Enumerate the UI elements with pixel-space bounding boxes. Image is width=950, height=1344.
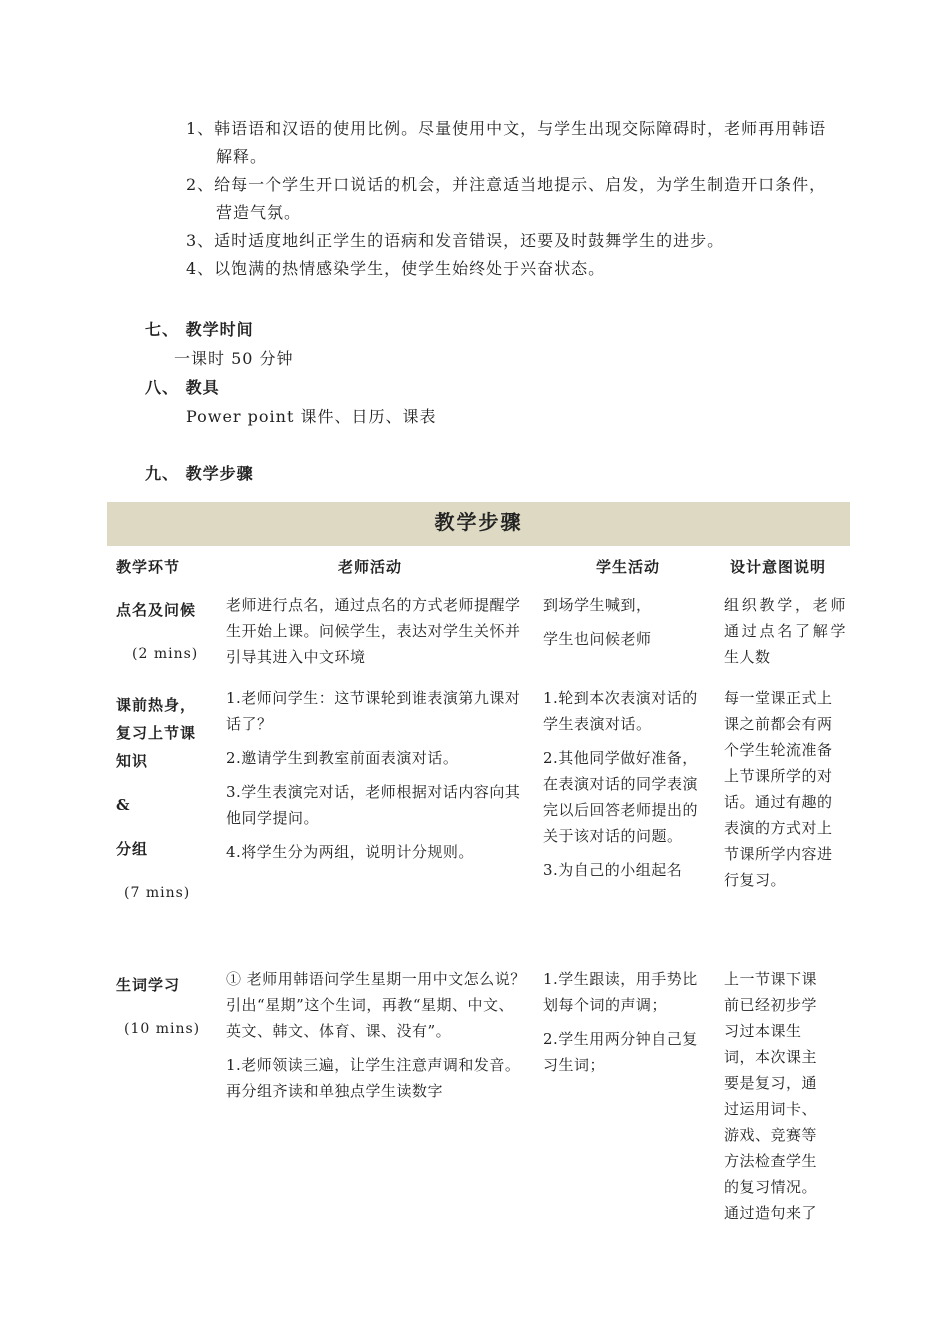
teacher-activity-row2 [226,685,526,873]
teacher-activity-row1 [226,592,526,678]
section-heading-time: 七、 教学时间 [145,320,254,339]
stage-time: (2 mins) [132,646,199,662]
stage-warmup [116,691,196,907]
section-body-tools: Power point 课件、日历、课表 [186,407,437,426]
table-title: 教学步骤 [107,502,850,546]
stage-vocabulary [116,971,200,1043]
stage-label: 生词学习 [116,976,181,994]
paragraph: 2.其他同学做好准备，在表演对话的同学表演完以后回答老师提出的关于该对话的问题。 [543,749,699,845]
stage-label: 分组 [116,840,149,858]
section-heading-tools: 八、 教具 [145,378,220,397]
guideline-list [186,115,836,283]
paragraph: 2.邀请学生到教室前面表演对话。 [226,749,459,767]
column-header-student: 学生活动 [596,558,661,576]
column-header-teacher: 老师活动 [338,558,403,576]
intent-row3: 上一节课下课前已经初步学习过本课生词，本次课主要是复习，通过运用词卡、游戏、竞赛等方法检查学生的复习情况。通过造句来了 [724,970,818,1222]
stage-label: 复习上节课 [116,724,197,742]
student-activity-row1 [543,592,703,660]
paragraph: 1.老师领读三遍，让学生注意声调和发音。再分组齐读和单独点学生读数字 [226,1056,521,1100]
paragraph: 2.学生用两分钟自己复习生词； [543,1030,698,1074]
section-body-time: 一课时 50 分钟 [174,349,294,368]
paragraph: 1.老师问学生：这节课轮到谁表演第九课对话了？ [226,689,521,733]
paragraph: ① 老师用韩语问学生星期一用中文怎么说？引出“星期”这个生词，再教“星期、中文、英文、韩文、体育、课、没有”。 [226,970,526,1040]
intent-row2: 每一堂课正式上课之前都会有两个学生轮流准备上节课所学的对话。通过有趣的表演的方式对上节课所学内容进行复习。 [724,689,833,889]
paragraph: 4.将学生分为两组，说明计分规则。 [226,843,474,861]
paragraph: 3.为自己的小组起名 [543,861,683,879]
list-item: 1、韩语语和汉语的使用比例。尽量使用中文，与学生出现交际障碍时，老师再用韩语解释。 [186,119,827,166]
stage-label: & [116,796,131,814]
paragraph: 老师进行点名，通过点名的方式老师提醒学生开始上课。问候学生，表达对学生关怀并引导其进入中文环境 [226,596,521,666]
paragraph: 1.学生跟读，用手势比划每个词的声调； [543,970,698,1014]
intent-row1: 组织教学，老师通过点名了解学生人数 [724,596,846,666]
student-activity-row3 [543,966,703,1086]
list-item: 2、给每一个学生开口说话的机会，并注意适当地提示、启发，为学生制造开口条件，营造气氛。 [186,175,827,222]
list-item: 4、以饱满的热情感染学生，使学生始终处于兴奋状态。 [186,259,606,278]
column-header-stage: 教学环节 [116,558,181,576]
stage-label: 点名及问候 [116,601,197,619]
list-item: 3、适时适度地纠正学生的语病和发音错误，还要及时鼓舞学生的进步。 [186,231,725,250]
student-activity-row2 [543,685,703,891]
paragraph: 3.学生表演完对话，老师根据对话内容向其他同学提问。 [226,783,521,827]
stage-roll-call [116,596,198,668]
paragraph: 学生也问候老师 [543,630,652,648]
teacher-activity-row3 [226,966,526,1112]
column-header-intent: 设计意图说明 [730,558,827,576]
stage-label: 知识 [116,752,149,770]
stage-time: (7 mins) [124,885,191,901]
stage-time: (10 mins) [124,1021,201,1037]
paragraph: 1.轮到本次表演对话的学生表演对话。 [543,689,698,733]
section-heading-steps: 九、 教学步骤 [145,464,254,483]
paragraph: 到场学生喊到， [543,596,652,614]
stage-label: 课前热身， [116,696,197,714]
